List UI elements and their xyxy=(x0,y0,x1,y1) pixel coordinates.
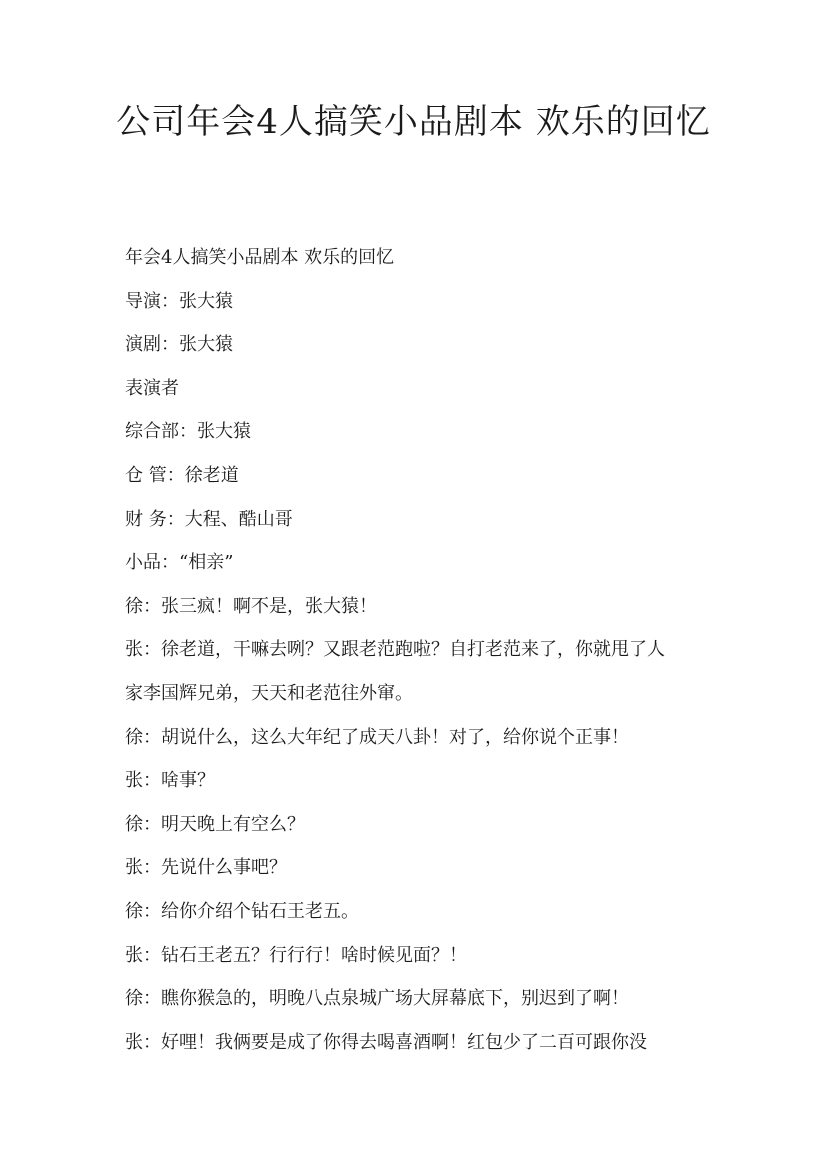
paragraph-director: 导演：张大猿 xyxy=(125,290,233,312)
dialogue-line-continued: 家李国辉兄弟，天天和老范往外窜。 xyxy=(125,682,413,704)
paragraph-cast-warehouse: 仓 管：徐老道 xyxy=(125,464,239,486)
dialogue-line: 张：徐老道，干嘛去咧？又跟老范跑啦？自打老范来了，你就甩了人 xyxy=(125,639,665,661)
paragraph-performers-heading: 表演者 xyxy=(125,377,179,399)
dialogue-line: 徐：瞧你猴急的，明晚八点泉城广场大屏幕底下，别迟到了啊！ xyxy=(125,988,629,1010)
dialogue-line: 徐：明天晚上有空么？ xyxy=(125,813,305,835)
dialogue-line: 张：啥事？ xyxy=(125,770,215,792)
dialogue-line: 徐：给你介绍个钻石王老五。 xyxy=(125,900,359,922)
dialogue-line: 徐：胡说什么，这么大年纪了成天八卦！对了，给你说个正事！ xyxy=(125,726,629,748)
dialogue-line: 张：好哩！我俩要是成了你得去喝喜酒啊！红包少了二百可跟你没 xyxy=(125,1031,647,1053)
dialogue-line: 张：先说什么事吧？ xyxy=(125,857,287,879)
dialogue-line: 张：钻石王老五？行行行！啥时候见面？！ xyxy=(125,944,467,966)
dialogue-line: 徐：张三疯！啊不是，张大猿！ xyxy=(125,595,377,617)
paragraph-skit-name: 小品：“相亲” xyxy=(125,552,234,574)
page-title: 公司年会4人搞笑小品剧本 欢乐的回忆 xyxy=(116,102,711,142)
paragraph-cast-general: 综合部：张大猿 xyxy=(125,421,251,443)
paragraph-cast-finance: 财 务：大程、酷山哥 xyxy=(125,508,293,530)
paragraph-subtitle: 年会4人搞笑小品剧本 欢乐的回忆 xyxy=(125,247,395,268)
paragraph-playwright: 演剧：张大猿 xyxy=(125,334,233,356)
script-body xyxy=(125,236,715,1064)
